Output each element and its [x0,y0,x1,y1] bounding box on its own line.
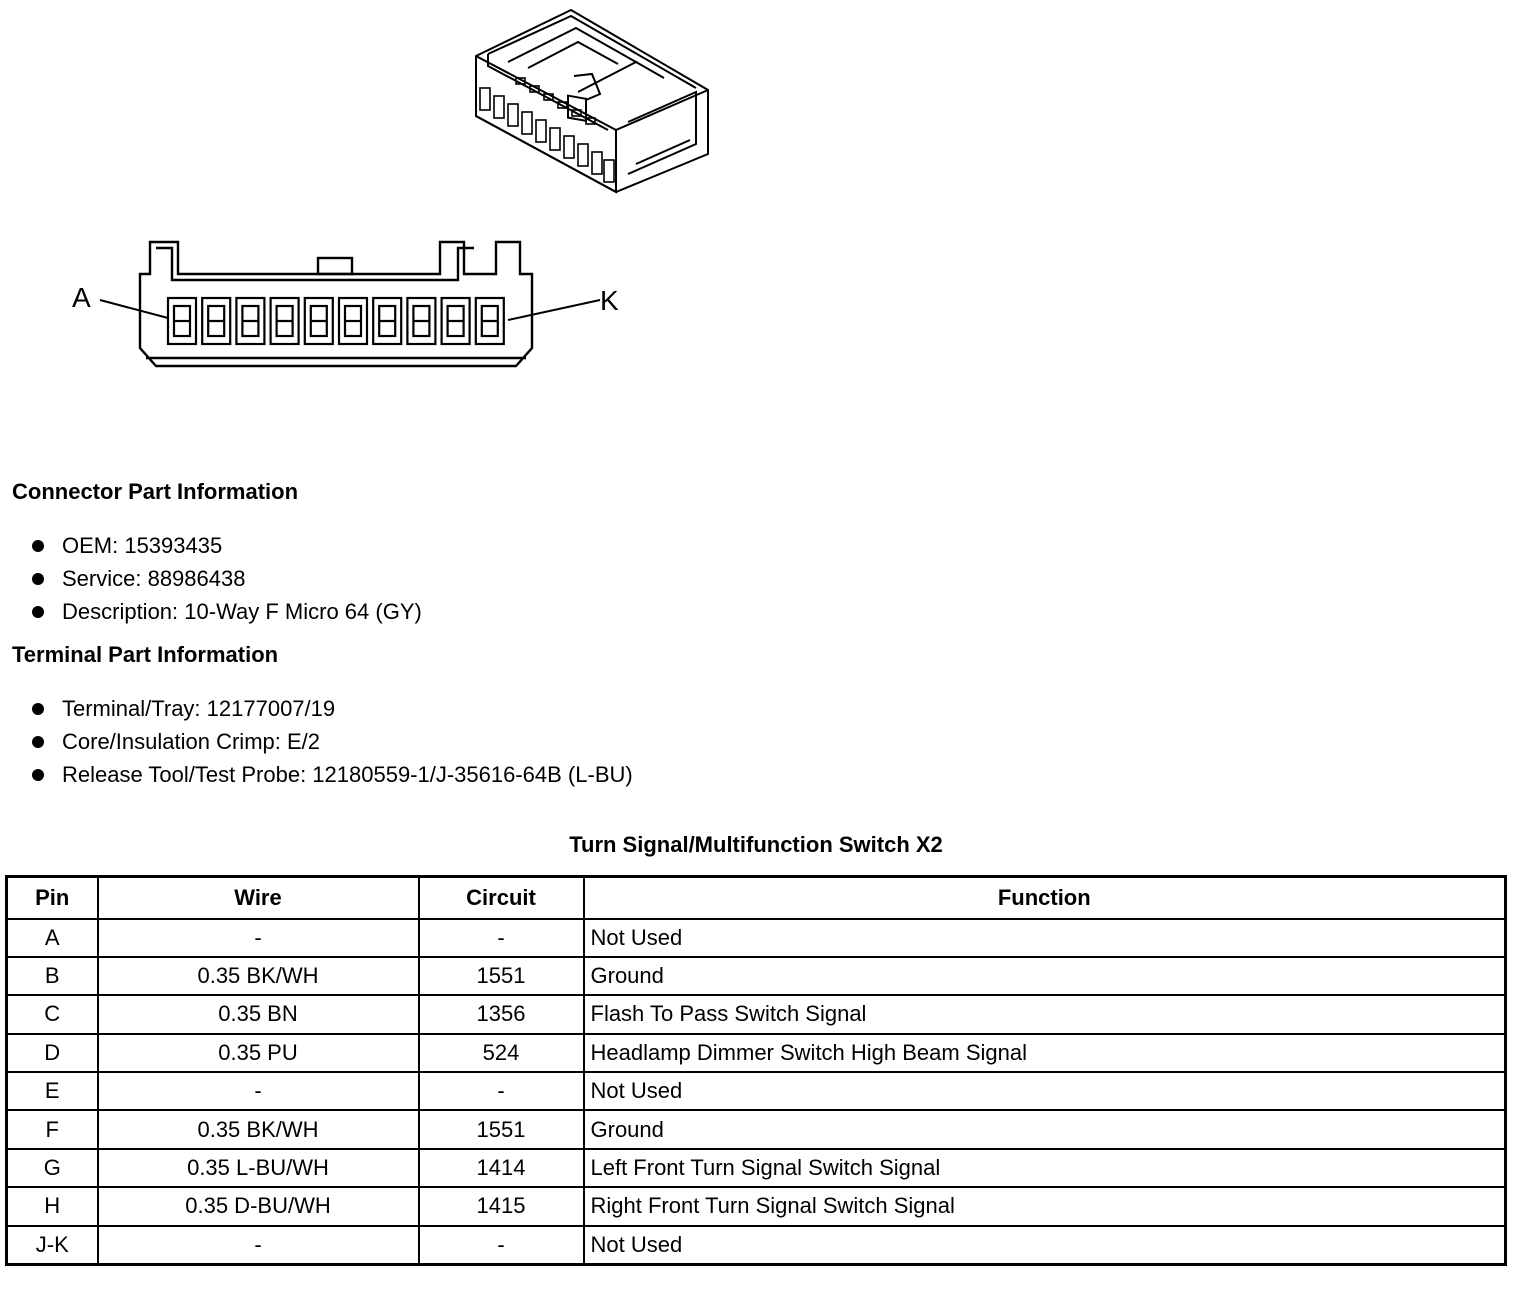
table-header-row [7,877,1506,919]
circuit-cell: 524 [419,1034,584,1072]
pin-a-callout: A [72,282,91,313]
wire-cell: - [98,919,419,957]
circuit-cell: - [419,919,584,957]
function-cell: Not Used [584,1072,1506,1110]
wire-cell: - [98,1072,419,1110]
table-row [7,1149,1506,1187]
function-cell: Not Used [584,919,1506,957]
header-pin: Pin [7,877,98,919]
header-wire: Wire [98,877,419,919]
table-row [7,1226,1506,1264]
header-function: Function [584,877,1506,919]
wire-cell: 0.35 L-BU/WH [98,1149,419,1187]
connector-part-info-list [30,534,422,633]
circuit-cell: 1551 [419,1110,584,1148]
pin-cell: J-K [7,1226,98,1264]
pin-cell: A [7,919,98,957]
list-item: Service: 88986438 [30,567,422,600]
callout-leader-lines [0,0,1520,400]
terminal-part-info-heading: Terminal Part Information [12,642,279,667]
table-title: Turn Signal/Multifunction Switch X2 [569,832,943,857]
wire-cell: - [98,1226,419,1264]
function-cell: Headlamp Dimmer Switch High Beam Signal [584,1034,1506,1072]
table-row [7,1072,1506,1110]
table-row [7,957,1506,995]
pin-cell: C [7,995,98,1033]
table-row [7,1110,1506,1148]
terminal-part-info-list [30,697,633,796]
circuit-cell: 1356 [419,995,584,1033]
list-item: Terminal/Tray: 12177007/19 [30,697,633,730]
function-cell: Flash To Pass Switch Signal [584,995,1506,1033]
table-row [7,919,1506,957]
wire-cell: 0.35 BK/WH [98,1110,419,1148]
table-row [7,995,1506,1033]
function-cell: Left Front Turn Signal Switch Signal [584,1149,1506,1187]
pinout-table [5,875,1507,1266]
function-cell: Right Front Turn Signal Switch Signal [584,1187,1506,1225]
wire-cell: 0.35 BN [98,995,419,1033]
table-row [7,1187,1506,1225]
circuit-cell: 1551 [419,957,584,995]
wire-cell: 0.35 D-BU/WH [98,1187,419,1225]
pin-cell: D [7,1034,98,1072]
circuit-cell: - [419,1072,584,1110]
pin-cell: H [7,1187,98,1225]
list-item: Core/Insulation Crimp: E/2 [30,730,633,763]
header-circuit: Circuit [419,877,584,919]
table-row [7,1034,1506,1072]
pin-k-callout: K [600,285,619,316]
function-cell: Not Used [584,1226,1506,1264]
list-item: Release Tool/Test Probe: 12180559-1/J-35616-64B (L-BU) [30,763,633,796]
pin-cell: E [7,1072,98,1110]
list-item: Description: 10-Way F Micro 64 (GY) [30,600,422,633]
connector-part-info-heading: Connector Part Information [12,479,299,504]
wire-cell: 0.35 BK/WH [98,957,419,995]
circuit-cell: - [419,1226,584,1264]
circuit-cell: 1415 [419,1187,584,1225]
wire-cell: 0.35 PU [98,1034,419,1072]
function-cell: Ground [584,1110,1506,1148]
pin-cell: B [7,957,98,995]
pin-cell: F [7,1110,98,1148]
list-item: OEM: 15393435 [30,534,422,567]
circuit-cell: 1414 [419,1149,584,1187]
pin-cell: G [7,1149,98,1187]
function-cell: Ground [584,957,1506,995]
